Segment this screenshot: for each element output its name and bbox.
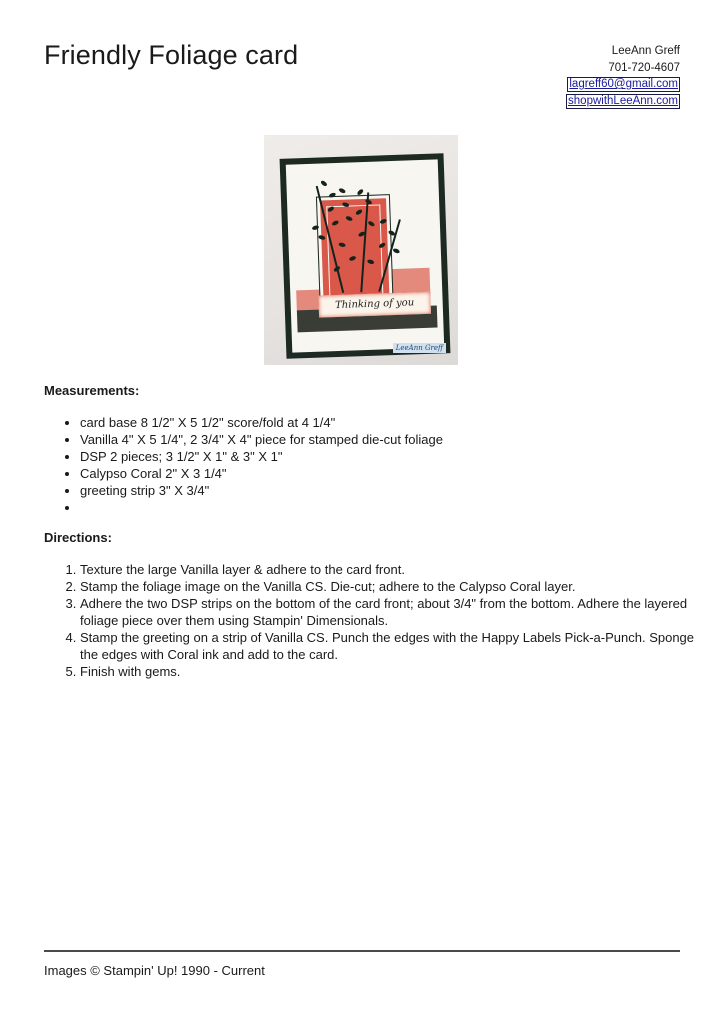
list-item: • greeting strip 3" X 3/4" xyxy=(80,482,443,499)
measurements-heading: Measurements: xyxy=(44,383,140,398)
card-photo xyxy=(264,135,458,365)
card-base xyxy=(280,153,451,359)
greeting-strip: Thinking of you xyxy=(318,292,431,318)
contact-website-link[interactable]: shopwithLeeAnn.com xyxy=(568,94,678,107)
contact-block xyxy=(566,43,680,109)
directions-heading: Directions: xyxy=(44,530,112,545)
contact-email-link[interactable]: lagreff60@gmail.com xyxy=(569,78,678,90)
card-front-vanilla-layer xyxy=(286,159,444,352)
foliage-image xyxy=(286,159,438,164)
measurements-list xyxy=(64,414,443,516)
list-item: 2. Stamp the foliage image on the Vanilla CS. Die-cut; adhere to the Calypso Coral layer. xyxy=(80,578,710,595)
photo-watermark: LeeAnn Greff xyxy=(393,343,446,353)
list-item: 1. Texture the large Vanilla layer & adhere to the card front. xyxy=(80,561,710,578)
list-item: 3. Adhere the two DSP strips on the bottom of the card front; about 3/4" from the bottom. Adhere the layered foliage piece over them using Stampin' Dimensionals. xyxy=(80,595,710,629)
footer-divider xyxy=(44,950,680,952)
list-item: • card base 8 1/2" X 5 1/2" score/fold at 4 1/4" xyxy=(80,414,443,431)
directions-list xyxy=(64,561,710,680)
list-item: 5. Finish with gems. xyxy=(80,663,710,680)
list-item: 4. Stamp the greeting on a strip of Vanilla CS. Punch the edges with the Happy Labels Pick-a-Punch. Sponge the edges with Coral ink and add to the card. xyxy=(80,629,710,663)
list-item: • Vanilla 4" X 5 1/4", 2 3/4" X 4" piece for stamped die-cut foliage xyxy=(80,431,443,448)
list-item: • DSP 2 pieces; 3 1/2" X 1" & 3" X 1" xyxy=(80,448,443,465)
footer-copyright: Images © Stampin' Up! 1990 - Current xyxy=(44,963,265,978)
list-item-empty xyxy=(80,499,443,516)
list-item: • Calypso Coral 2" X 3 1/4" xyxy=(80,465,443,482)
contact-name: LeeAnn Greff xyxy=(611,45,680,57)
page-title: Friendly Foliage card xyxy=(44,40,299,70)
contact-phone: 701-720-4607 xyxy=(608,61,680,74)
